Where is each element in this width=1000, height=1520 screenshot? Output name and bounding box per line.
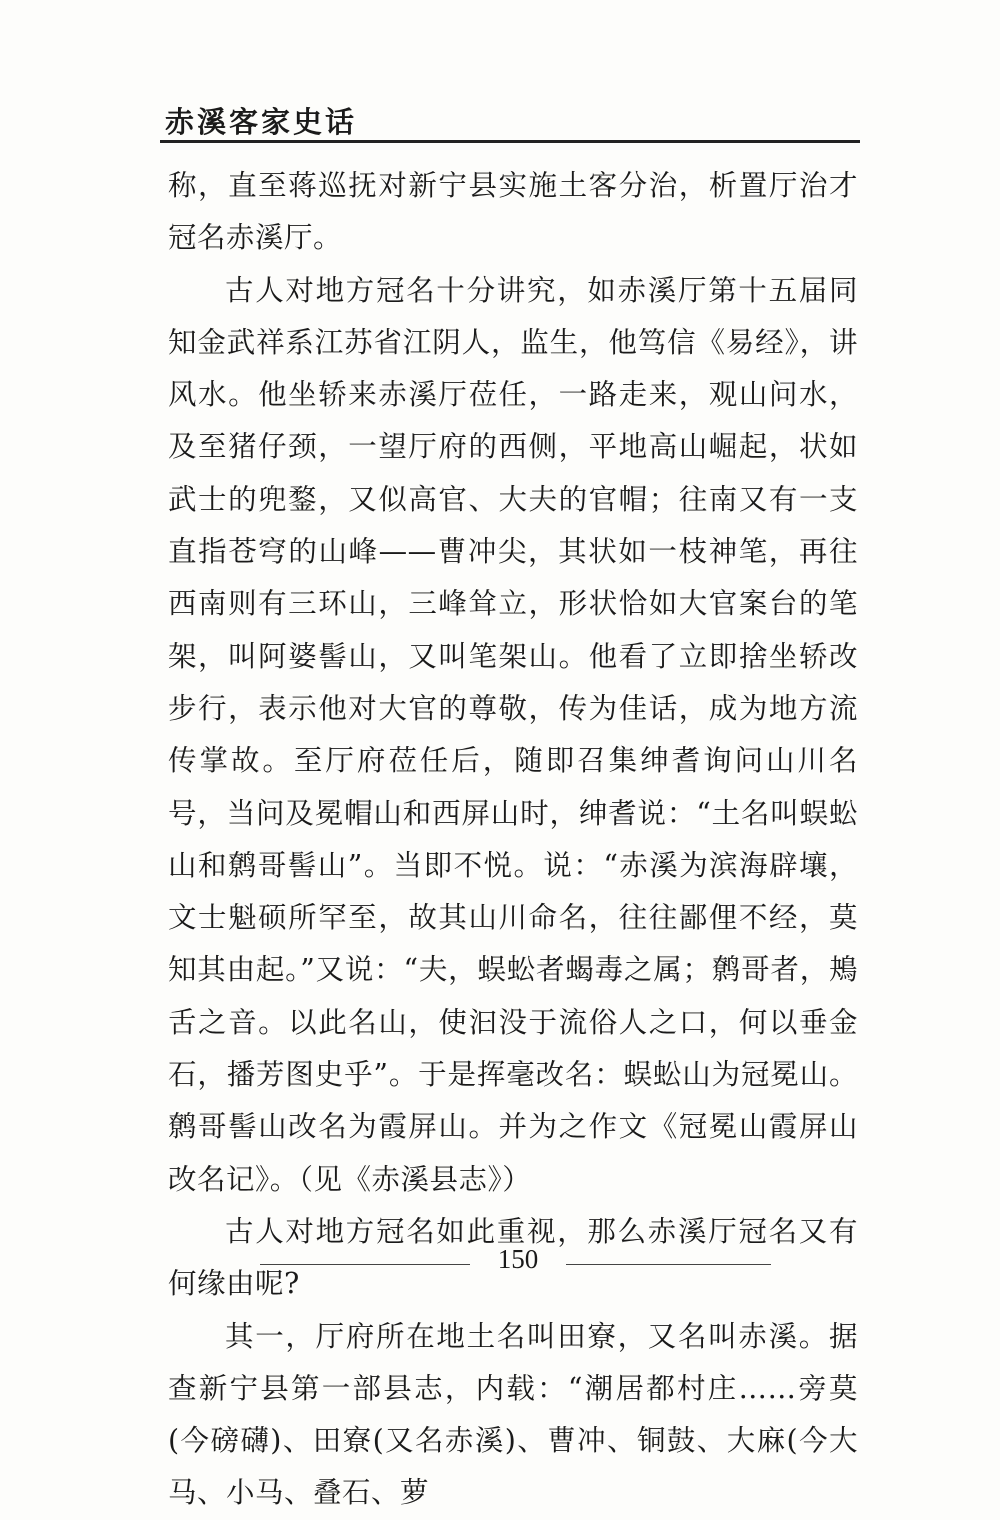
page-number: 150 <box>497 1244 539 1274</box>
body-text <box>168 160 858 1520</box>
paragraph-continuation: 称，直至蒋巡抚对新宁县实施土客分治，析置厅治才冠名赤溪厅。 <box>168 169 858 255</box>
footer-rule-left <box>260 1264 470 1265</box>
paragraph: 古人对地方冠名十分讲究，如赤溪厅第十五届同知金武祥系江苏省江阴人，监生，他笃信《易经》，讲风水。他坐轿来赤溪厅莅任，一路走来，观山问水，及至猪仔颈，一望厅府的西侧，平地高山崛起，状如武士的兜鍪，又似高官、大夫的官帽；往南又有一支直指苍穹的山峰——曹冲尖，其状如一枝神笔，再往西南则有三环山，三峰耸立，形状恰如大官案台的笔架，叫阿婆髻山，又叫笔架山。他看了立即捨坐轿改步行，表示他对大官的尊敬，传为佳话，成为地方流传掌故。至厅府莅任后，随即召集绅耆询问山川名号，当问及冕帽山和西屏山时，绅耆说：“土名叫蜈蚣山和鹩哥髻山”。当即不悦。说：“赤溪为滨海辟壤，文士魁硕所罕至，故其山川命名，往往鄙俚不经，莫知其由起。”又说：“夫，蜈蚣者蝎毒之属；鹩哥者，鴂舌之音。以此名山，使汩没于流俗人之口，何以垂金石，播芳图史乎”。于是挥毫改名：蜈蚣山为冠冕山。鹩哥髻山改名为霞屏山。并为之作文《冠冕山霞屏山改名记》。（见《赤溪县志》） <box>168 273 858 1196</box>
running-head-title: 赤溪客家史话 <box>165 105 358 139</box>
paragraph: 古人对地方冠名如此重视，那么赤溪厅冠名又有何缘由呢? <box>168 1214 858 1301</box>
page-footer <box>0 1244 1000 1284</box>
footer-rule-right <box>566 1264 771 1265</box>
header-rule <box>160 140 860 143</box>
paragraph: 其一，厅府所在地土名叫田寮，又名叫赤溪。据查新宁县第一部县志，内载：“潮居都村庄……旁莫(今磅礴)、田寮(又名赤溪)、曹冲、铜鼓、大麻(今大马、小马、叠石、萝 <box>168 1319 858 1510</box>
